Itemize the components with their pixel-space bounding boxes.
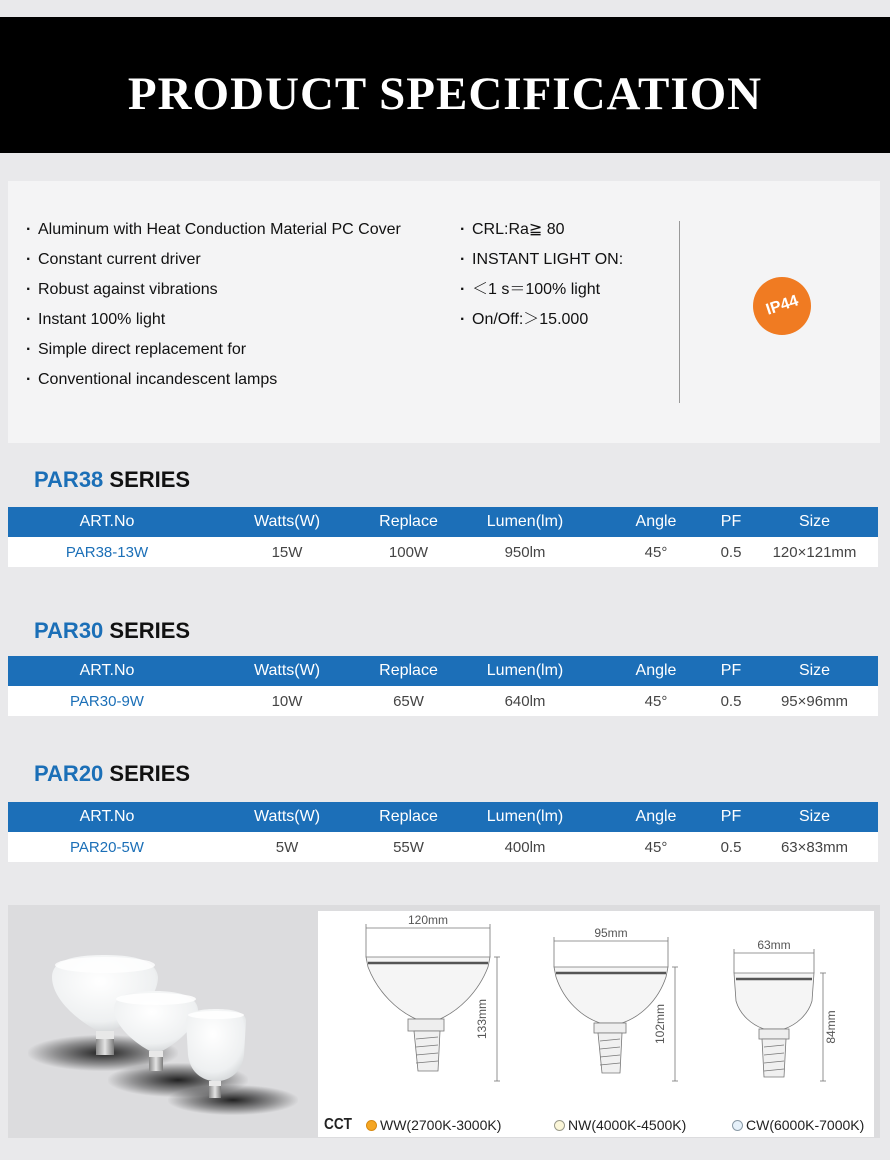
feature-item: · Simple direct replacement for bbox=[26, 339, 401, 369]
series-code: PAR38 bbox=[34, 467, 104, 492]
par20-bulb bbox=[186, 1009, 246, 1098]
bulbs-illustration bbox=[8, 905, 316, 1138]
cell-replace: 100W bbox=[388, 543, 429, 561]
header-watts: Watts(W) bbox=[253, 662, 321, 679]
cct-item-ww bbox=[366, 1117, 501, 1133]
series-title-par38 bbox=[34, 467, 190, 493]
warm-white-dot-icon bbox=[366, 1120, 377, 1131]
cct-legend bbox=[324, 1116, 872, 1136]
feature-item: · Robust against vibrations bbox=[26, 279, 401, 309]
product-section bbox=[8, 905, 880, 1138]
cell-watts: 10W bbox=[271, 692, 303, 710]
feature-item: · Conventional incandescent lamps bbox=[26, 369, 401, 399]
cell-replace: 65W bbox=[393, 692, 424, 710]
header-watts: Watts(W) bbox=[253, 513, 321, 530]
header-art-no: ART.No bbox=[79, 808, 135, 825]
cell-angle: 45° bbox=[644, 692, 668, 710]
header-replace: Replace bbox=[379, 662, 438, 679]
cell-lumen: 640lm bbox=[504, 692, 546, 710]
header-banner bbox=[0, 17, 890, 153]
header-lumen: Lumen(lm) bbox=[486, 808, 564, 825]
feature-item: · INSTANT LIGHT ON: bbox=[460, 249, 623, 279]
header-pf: PF bbox=[720, 662, 742, 679]
cool-white-dot-icon bbox=[732, 1120, 743, 1131]
ip44-badge bbox=[753, 277, 811, 335]
cell-art-no: PAR20-5W bbox=[70, 838, 144, 856]
lamp2-height-label: 102mm bbox=[653, 1003, 667, 1045]
cell-angle: 45° bbox=[644, 543, 668, 561]
table-row bbox=[8, 686, 878, 716]
cell-size: 63×83mm bbox=[780, 838, 849, 856]
header-size: Size bbox=[798, 808, 831, 825]
table-header bbox=[8, 656, 878, 686]
cct-item-label: CW(6000K-7000K) bbox=[746, 1117, 865, 1133]
dimension-drawing bbox=[318, 911, 874, 1111]
header-angle: Angle bbox=[635, 513, 677, 530]
cell-watts: 15W bbox=[271, 543, 303, 561]
cell-size: 120×121mm bbox=[772, 543, 857, 561]
series-title-par20 bbox=[34, 761, 190, 787]
cell-pf: 0.5 bbox=[720, 838, 742, 856]
header-angle: Angle bbox=[635, 662, 677, 679]
cell-watts: 5W bbox=[275, 838, 299, 856]
dimension-diagram bbox=[318, 911, 874, 1137]
cct-item-label: WW(2700K-3000K) bbox=[380, 1117, 502, 1133]
header-art-no: ART.No bbox=[79, 662, 135, 679]
header-angle: Angle bbox=[635, 808, 677, 825]
features-list-left bbox=[26, 219, 401, 399]
par30-bulb bbox=[114, 991, 198, 1071]
header-art-no: ART.No bbox=[79, 513, 135, 530]
cell-lumen: 950lm bbox=[504, 543, 546, 561]
lamp3-height-label: 84mm bbox=[824, 1010, 838, 1044]
spec-table-par20 bbox=[8, 802, 878, 862]
neutral-white-dot-icon bbox=[554, 1120, 565, 1131]
table-row bbox=[8, 832, 878, 862]
divider bbox=[679, 221, 680, 403]
header-watts: Watts(W) bbox=[253, 808, 321, 825]
lamp1-width-label: 120mm bbox=[407, 913, 449, 927]
header-replace: Replace bbox=[379, 513, 438, 530]
cell-art-no: PAR30-9W bbox=[70, 692, 144, 710]
header-lumen: Lumen(lm) bbox=[486, 662, 564, 679]
page-title: PRODUCT SPECIFICATION bbox=[127, 68, 763, 120]
cell-lumen: 400lm bbox=[504, 838, 546, 856]
cell-angle: 45° bbox=[644, 838, 668, 856]
cct-item-cw bbox=[732, 1117, 864, 1133]
cct-item-nw bbox=[554, 1117, 686, 1133]
feature-item: · Aluminum with Heat Conduction Material PC Cover bbox=[26, 219, 401, 249]
feature-item: · On/Off:＞15.000 bbox=[460, 309, 623, 339]
feature-item: · Instant 100% light bbox=[26, 309, 401, 339]
header-size: Size bbox=[798, 662, 831, 679]
features-list-right bbox=[460, 219, 623, 339]
cell-pf: 0.5 bbox=[720, 692, 742, 710]
lamp1-height-label: 133mm bbox=[475, 998, 489, 1040]
cell-pf: 0.5 bbox=[720, 543, 742, 561]
series-word: SERIES bbox=[103, 618, 191, 643]
features-panel bbox=[8, 181, 880, 443]
series-word: SERIES bbox=[103, 761, 191, 786]
header-pf: PF bbox=[720, 513, 742, 530]
cell-art-no: PAR38-13W bbox=[65, 543, 149, 561]
feature-item: · Constant current driver bbox=[26, 249, 401, 279]
cell-replace: 55W bbox=[393, 838, 424, 856]
lamp2-width-label: 95mm bbox=[594, 926, 628, 940]
series-code: PAR20 bbox=[34, 761, 104, 786]
ip44-badge-label: IP44 bbox=[763, 292, 801, 319]
table-header bbox=[8, 802, 878, 832]
spec-table-par38 bbox=[8, 507, 878, 567]
series-code: PAR30 bbox=[34, 618, 104, 643]
header-lumen: Lumen(lm) bbox=[486, 513, 564, 530]
feature-item: · ＜1 s＝100% light bbox=[460, 279, 623, 309]
header-size: Size bbox=[798, 513, 831, 530]
cct-item-label: NW(4000K-4500K) bbox=[568, 1117, 687, 1133]
feature-item: · CRL:Ra≧ 80 bbox=[460, 219, 623, 249]
series-word: SERIES bbox=[103, 467, 191, 492]
header-replace: Replace bbox=[379, 808, 438, 825]
series-title-par30 bbox=[34, 618, 190, 644]
cct-label: CCT bbox=[324, 1116, 352, 1133]
table-row bbox=[8, 537, 878, 567]
product-photo bbox=[8, 905, 316, 1138]
header-pf: PF bbox=[720, 808, 742, 825]
cell-size: 95×96mm bbox=[780, 692, 849, 710]
lamp3-width-label: 63mm bbox=[757, 938, 791, 952]
table-header bbox=[8, 507, 878, 537]
spec-table-par30 bbox=[8, 656, 878, 716]
